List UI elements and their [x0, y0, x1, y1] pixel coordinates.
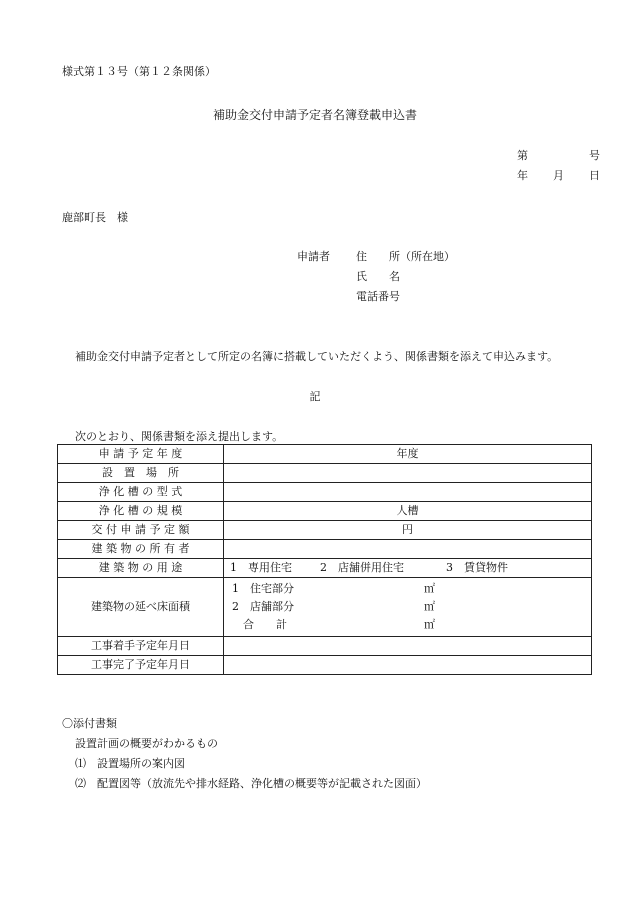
row-label: 建 築 物 の 所 有 者 — [58, 540, 224, 559]
applicant-name-label: 氏 名 — [356, 270, 400, 283]
table-row — [58, 502, 592, 521]
area-label: 2 店舗部分 — [232, 600, 294, 613]
tank-model-field[interactable] — [224, 483, 592, 502]
ki-marker: 記 — [309, 390, 321, 403]
area-line — [224, 616, 591, 634]
table-row — [58, 559, 592, 578]
number-go: 号 — [589, 149, 600, 162]
area-label: 1 住宅部分 — [232, 582, 294, 595]
row-label: 建 築 物 の 用 途 — [58, 559, 224, 578]
completion-date-field[interactable] — [224, 656, 592, 675]
location-field[interactable] — [224, 464, 592, 483]
fiscal-year-field[interactable]: 年度 — [224, 445, 592, 464]
applicant-phone-label: 電話番号 — [356, 290, 400, 303]
row-label: 工事完了予定年月日 — [58, 656, 224, 675]
attachments-sub: 設置計画の概要がわかるもの — [75, 737, 218, 750]
area-line — [224, 580, 591, 598]
attachments-heading: 〇添付書類 — [62, 717, 117, 730]
row-label: 交 付 申 請 予 定 額 — [58, 521, 224, 540]
date-month: 月 — [553, 169, 564, 182]
area-unit: ㎡ — [424, 582, 435, 595]
table-row — [58, 656, 592, 675]
subsidy-amount-field[interactable]: 円 — [224, 521, 592, 540]
row-label: 申 請 予 定 年 度 — [58, 445, 224, 464]
table-row — [58, 637, 592, 656]
table-row — [58, 464, 592, 483]
row-label: 浄 化 槽 の 型 式 — [58, 483, 224, 502]
applicant-label: 申請者 — [297, 250, 330, 263]
tank-scale-field[interactable]: 人槽 — [224, 502, 592, 521]
intro-text: 次のとおり、関係書類を添え提出します。 — [75, 430, 284, 443]
use-option-2[interactable]: 2 店舗併用住宅 — [320, 561, 404, 574]
date-day: 日 — [589, 169, 600, 182]
attachment-item: ⑴ 設置場所の案内図 — [75, 757, 185, 770]
row-label: 設 置 場 所 — [58, 464, 224, 483]
application-table — [57, 444, 592, 675]
table-row — [58, 483, 592, 502]
row-label: 建築物の延べ床面積 — [58, 578, 224, 637]
owner-field[interactable] — [224, 540, 592, 559]
form-number: 様式第１３号（第１２条関係） — [62, 65, 216, 78]
date-year: 年 — [517, 169, 528, 182]
row-label: 浄 化 槽 の 規 模 — [58, 502, 224, 521]
attachment-item: ⑵ 配置図等（放流先や排水経路、浄化槽の概要等が記載された図面） — [75, 777, 427, 790]
use-option-3[interactable]: 3 賃貸物件 — [446, 561, 508, 574]
number-dai: 第 — [517, 149, 528, 162]
applicant-address-label: 住 所（所在地） — [356, 250, 455, 263]
document-title: 補助金交付申請予定者名簿登載申込書 — [212, 108, 417, 122]
row-label: 工事着手予定年月日 — [58, 637, 224, 656]
table-row — [58, 521, 592, 540]
building-use-field[interactable] — [224, 559, 592, 578]
area-unit: ㎡ — [424, 618, 435, 631]
area-unit: ㎡ — [424, 600, 435, 613]
area-label: 合 計 — [232, 618, 287, 631]
body-text: 補助金交付申請予定者として所定の名簿に搭載していただくよう、関係書類を添えて申込みます。 — [75, 350, 559, 363]
use-option-1[interactable]: 1 専用住宅 — [230, 561, 292, 574]
table-row — [58, 445, 592, 464]
floor-area-field[interactable] — [224, 578, 592, 637]
table-row — [58, 578, 592, 637]
start-date-field[interactable] — [224, 637, 592, 656]
area-line — [224, 598, 591, 616]
addressee: 鹿部町長 様 — [62, 211, 128, 224]
table-row — [58, 540, 592, 559]
